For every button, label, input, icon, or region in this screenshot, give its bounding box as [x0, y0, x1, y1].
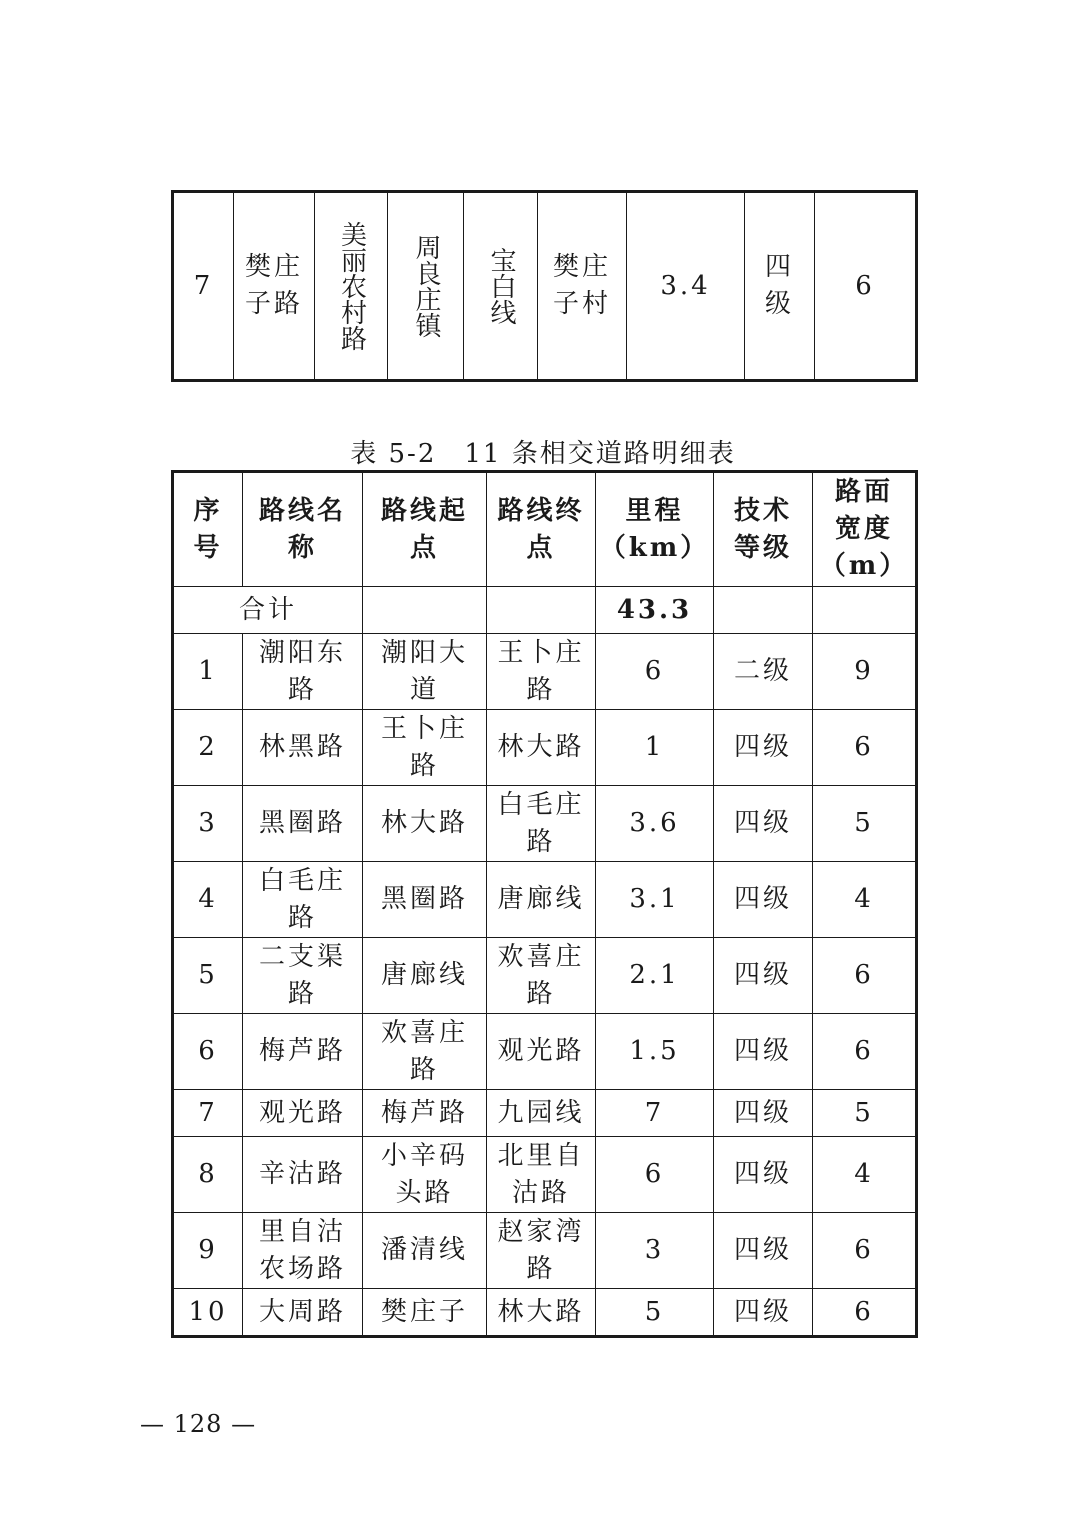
- width-cell: 4: [854, 884, 874, 914]
- header-length: 里程 （km）: [599, 495, 710, 563]
- table-row: [173, 1090, 917, 1137]
- table-row: [173, 1213, 917, 1289]
- start-cell: 黑圈路: [380, 884, 468, 914]
- road-name-cell: 里自沽 农场路: [258, 1216, 346, 1284]
- road-name-cell: 观光路: [258, 1097, 346, 1128]
- start-cell: 欢喜庄 路: [380, 1017, 468, 1085]
- start-cell: 潘清线: [380, 1235, 468, 1265]
- header-grade: 技术 等级: [733, 495, 792, 563]
- continued-table: [171, 190, 918, 382]
- end-cell: 林大路: [497, 732, 585, 762]
- end-cell: 九园线: [497, 1097, 585, 1128]
- end-cell: 白毛庄 路: [497, 789, 585, 857]
- road-name-cell: 二支渠 路: [258, 941, 346, 1009]
- total-length: 43.3: [616, 594, 693, 625]
- roads-table: [171, 470, 918, 1338]
- end-cell: 王卜庄 路: [497, 637, 585, 705]
- start-cell: 唐廊线: [380, 960, 468, 990]
- town-cell: 周良庄镇: [411, 234, 441, 338]
- width-cell: 6: [854, 1296, 874, 1327]
- seq-cell: 1: [198, 656, 218, 686]
- end-cell: 北里自 沽路: [497, 1140, 585, 1208]
- table-row: [173, 862, 917, 938]
- grade-cell: 四级: [733, 960, 792, 990]
- width-cell: 6: [854, 1036, 874, 1066]
- length-cell: 7: [644, 1097, 665, 1128]
- table-row: [173, 786, 917, 862]
- start-cell: 小辛码 头路: [380, 1140, 468, 1208]
- header-start: 路线起 点: [380, 495, 468, 563]
- header-seq: 序 号: [193, 495, 223, 563]
- start-cell: 樊庄子: [380, 1296, 468, 1327]
- table-row: [173, 1014, 917, 1090]
- grade-cell: 四级: [733, 1097, 792, 1128]
- length-cell: 1.5: [629, 1036, 680, 1066]
- width-cell: 9: [854, 656, 874, 686]
- width-cell: 5: [854, 808, 874, 838]
- length-cell: 3: [644, 1235, 665, 1265]
- start-cell: 宝白线: [486, 247, 516, 325]
- total-row: [173, 587, 917, 634]
- width-cell: 5: [854, 1097, 874, 1128]
- length-cell: 3.4: [660, 270, 711, 301]
- road-name-cell: 白毛庄 路: [258, 865, 346, 933]
- grade-cell: 四级: [733, 1296, 792, 1327]
- table-row: [173, 1289, 917, 1337]
- table-row: [173, 634, 917, 710]
- table-row: [173, 192, 917, 381]
- length-cell: 5: [644, 1296, 665, 1327]
- length-cell: 3.1: [629, 884, 680, 914]
- width-cell: 4: [854, 1159, 874, 1189]
- end-cell: 观光路: [497, 1036, 585, 1066]
- width-cell: 6: [854, 960, 874, 990]
- seq-cell: 7: [198, 1097, 218, 1128]
- table-header-row: [173, 472, 917, 587]
- length-cell: 6: [644, 656, 665, 686]
- page-number: — 128 —: [140, 1410, 257, 1438]
- header-end: 路线终 点: [497, 495, 585, 563]
- road-name-cell: 樊庄 子路: [244, 252, 303, 319]
- total-label: 合计: [238, 594, 297, 625]
- table-row: [173, 938, 917, 1014]
- length-cell: 3.6: [629, 808, 680, 838]
- seq-cell: 10: [188, 1296, 228, 1327]
- seq-cell: 5: [198, 960, 218, 990]
- seq-cell: 4: [198, 884, 218, 914]
- seq-cell: 2: [198, 732, 218, 762]
- grade-cell: 四级: [733, 1235, 792, 1265]
- width-cell: 6: [855, 270, 875, 301]
- width-cell: 6: [854, 732, 874, 762]
- grade-cell: 四 级: [764, 252, 794, 319]
- length-cell: 6: [644, 1159, 665, 1189]
- start-cell: 梅芦路: [380, 1097, 468, 1128]
- end-cell: 欢喜庄 路: [497, 941, 585, 1009]
- table-caption: 表 5-2 11 条相交道路明细表: [350, 439, 736, 469]
- table-row: [173, 1137, 917, 1213]
- start-cell: 林大路: [380, 808, 468, 838]
- road-name-cell: 大周路: [258, 1296, 346, 1327]
- grade-cell: 四级: [733, 1159, 792, 1189]
- road-name-cell: 辛沽路: [258, 1159, 346, 1189]
- seq-cell: 6: [198, 1036, 218, 1066]
- header-name: 路线名 称: [258, 495, 346, 563]
- road-name-cell: 潮阳东 路: [258, 637, 346, 705]
- header-width: 路面 宽度 （m）: [819, 477, 909, 581]
- grade-cell: 四级: [733, 1036, 792, 1066]
- grade-cell: 四级: [733, 884, 792, 914]
- end-cell: 赵家湾 路: [497, 1216, 585, 1284]
- table-row: [173, 710, 917, 786]
- grade-cell: 四级: [733, 808, 792, 838]
- end-cell: 唐廊线: [497, 884, 585, 914]
- length-cell: 2.1: [629, 960, 680, 990]
- road-name-cell: 黑圈路: [258, 808, 346, 838]
- length-cell: 1: [644, 732, 665, 762]
- end-cell: 林大路: [497, 1296, 585, 1327]
- seq-cell: 8: [198, 1159, 218, 1189]
- seq-cell: 7: [193, 270, 214, 301]
- start-cell: 潮阳大 道: [380, 637, 468, 705]
- width-cell: 6: [854, 1235, 874, 1265]
- road-type-cell: 美丽农村路: [336, 221, 367, 351]
- end-cell: 樊庄 子村: [552, 252, 611, 319]
- grade-cell: 二级: [733, 656, 792, 686]
- seq-cell: 3: [198, 808, 218, 838]
- start-cell: 王卜庄 路: [380, 713, 468, 781]
- seq-cell: 9: [198, 1235, 218, 1265]
- road-name-cell: 梅芦路: [258, 1036, 346, 1066]
- grade-cell: 四级: [733, 732, 792, 762]
- road-name-cell: 林黑路: [258, 732, 346, 762]
